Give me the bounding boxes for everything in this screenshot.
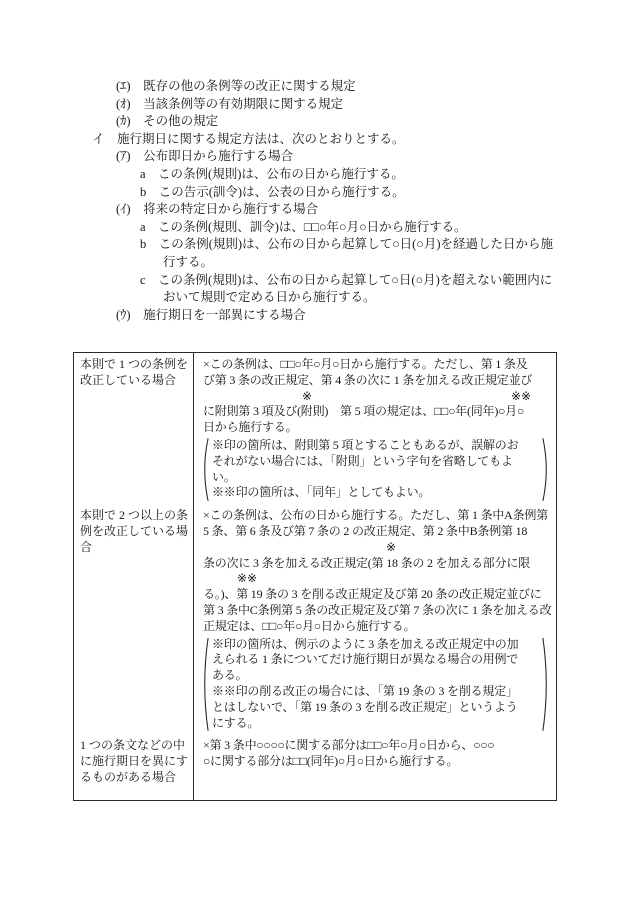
note-line: ※印の箇所は、附則第 5 項とすることもあるが、誤解のお	[212, 437, 519, 452]
outline-line: (ｴ) 既存の他の条例等の改正に関する規定	[116, 79, 356, 93]
outline-line: (ｱ) 公布即日から施行する場合	[116, 149, 294, 164]
outline-line: (ｳ) 施行期日を一部異にする場合	[116, 307, 306, 322]
note-paren-left-icon	[200, 636, 209, 733]
example-line: び第 3 条の改正規定、第 4 条の次に 1 条を加える改正規定並び	[203, 372, 533, 387]
outline-line: 行する。	[163, 254, 214, 269]
note-line: い。	[212, 469, 236, 484]
outline-line: a この条例(規則、訓令)は、□□○年○月○日から施行する。	[140, 219, 467, 234]
note-line: えられる 1 条についてだけ施行期日が異なる場合の用例で	[212, 652, 519, 667]
outline-line: c この条例(規則)は、公布の日から起算して○日(○月)を超えない範囲内に	[140, 272, 553, 287]
ref-mark-line	[203, 540, 553, 556]
ref-mark-single: ※	[386, 539, 397, 554]
table-row	[74, 353, 556, 504]
table-row	[74, 734, 556, 799]
row-label: 本則で 2 つ以上の条例を改正している場合	[74, 504, 194, 734]
ref-mark-double: ※※	[511, 388, 532, 403]
outline-line: b この告示(訓令)は、公表の日から施行する。	[140, 184, 405, 199]
example-line: ×この条例は、□□○年○月○日から施行する。ただし、第 1 条及	[203, 357, 528, 371]
example-line: 第 3 条中C条例第 5 条の改正規定及び第 7 条の次に 1 条を加える改	[203, 602, 552, 617]
row-content	[194, 734, 556, 799]
outline-line: (ｶ) その他の規定	[116, 114, 219, 129]
note-paren-left-icon	[200, 437, 209, 502]
example-line: ×第 3 条中○○○○に関する部分は□□○年○月○日から、○○○	[203, 738, 495, 753]
outline-section	[0, 78, 630, 324]
note-line: とはしないで、「第 19 条の 3 を削る改正規定」というよう	[212, 699, 518, 714]
note-block	[200, 636, 553, 733]
note-paren-right-icon	[542, 437, 551, 502]
outline-line: a この条例(規則)は、公布の日から施行する。	[140, 166, 404, 181]
outline-line: b この条例(規則)は、公布の日から起算して○日(○月)を経過した日から施	[140, 237, 554, 252]
row-content	[194, 353, 556, 504]
row-label: 本則で 1 つの条例を改正している場合	[74, 353, 194, 504]
table-row	[74, 504, 556, 734]
note-block	[200, 437, 553, 502]
examples-table	[73, 352, 557, 801]
note-line: ※※印の削る改正の場合には、「第 19 条の 3 を削る規定」	[212, 683, 518, 698]
note-line: ある。	[212, 668, 248, 683]
note-line: にする。	[212, 715, 260, 730]
note-line: ※※印の箇所は、「同年」としてもよい。	[212, 485, 431, 500]
example-line: ○に関する部分は□□(同年)○月○日から施行する。	[203, 754, 459, 769]
ref-mark-line	[203, 389, 553, 405]
example-line: 5 条、第 6 条及び第 7 条の 2 の改正規定、第 2 条中B条例第 18	[203, 523, 528, 538]
example-line: る。)、第 19 条の 3 を削る改正規定及び第 20 条の改正規定並びに	[203, 587, 542, 602]
example-line: 正規定は、□□○年○月○日から施行する。	[203, 618, 416, 633]
outline-line: イ 施行期日に関する規定方法は、次のとおりとする。	[92, 131, 405, 146]
outline-line: (ｲ) 将来の特定日から施行する場合	[116, 202, 319, 217]
example-line: 日から施行する。	[203, 420, 298, 435]
ref-mark-line	[203, 571, 553, 587]
note-line: それがない場合には、「附則」という字句を省略してもよ	[212, 453, 513, 468]
row-content	[194, 504, 556, 734]
example-line: 条の次に 3 条を加える改正規定(第 18 条の 2 を加える部分に限	[203, 555, 530, 570]
ref-mark-double: ※※	[237, 571, 258, 586]
example-line: ×この条例は、公布の日から施行する。ただし、第 1 条中A条例第	[203, 508, 549, 523]
ref-mark-single: ※	[302, 388, 313, 403]
note-line: ※印の箇所は、例示のように 3 条を加える改正規定中の加	[212, 636, 519, 651]
outline-line: (ｵ) 当該条例等の有効期限に関する規定	[116, 96, 344, 111]
row-label: 1 つの条文などの中に施行期日を異にするものがある場合	[74, 734, 194, 799]
outline-line: おいて規則で定める日から施行する。	[163, 290, 376, 305]
note-paren-right-icon	[542, 636, 551, 733]
example-line: に附則第 3 項及び(附則) 第 5 項の規定は、□□○年(同年)○月○	[203, 404, 525, 419]
